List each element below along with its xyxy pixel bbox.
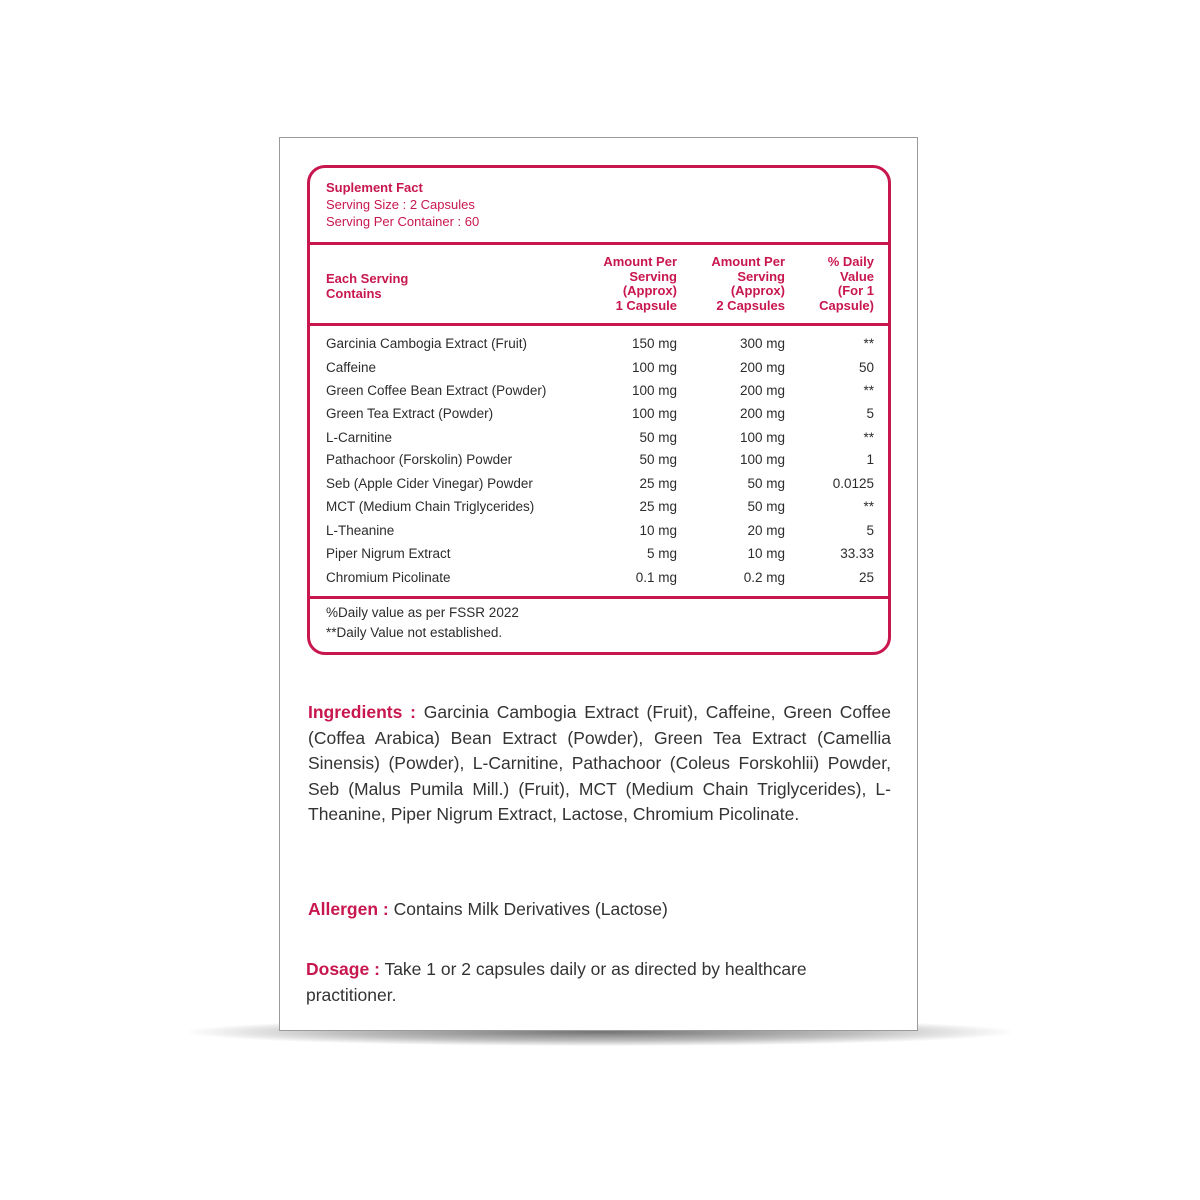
allergen-section	[308, 897, 891, 923]
allergen-label: Allergen :	[308, 899, 389, 919]
ingredients-text: Garcinia Cambogia Extract (Fruit), Caffeine, Green Coffee (Coffea Arabica) Bean Extract (Powder), Green Tea Extract (Camellia Sinensis) (Powder), L-Carnitine, Pathachoor (Coleus Forskohlii) Powder, Seb (Malus Pumila Mill.) (Fruit), MCT (Medium Chain Triglycerides), L-Theanine, Piper Nigrum Extract, Lactose, Chromium Picolinate.	[308, 702, 891, 824]
table-row: Caffeine 100 mg 200 mg 50	[326, 360, 874, 375]
column-header-daily-value: % Daily Value (For 1 Capsule)	[819, 254, 874, 313]
dosage-label: Dosage :	[306, 959, 380, 979]
dosage-section	[306, 957, 889, 1008]
supplement-facts-box	[307, 165, 891, 655]
ingredients-section	[308, 700, 891, 828]
table-row: Seb (Apple Cider Vinegar) Powder 25 mg 50 mg 0.0125	[326, 476, 874, 491]
facts-title: Suplement Fact	[326, 180, 423, 195]
table-row: L-Carnitine 50 mg 100 mg **	[326, 430, 874, 445]
facts-header	[310, 168, 888, 242]
nutrient-rows	[310, 326, 888, 596]
table-row: Pathachoor (Forskolin) Powder 50 mg 100 mg 1	[326, 452, 874, 467]
facts-footnotes	[310, 599, 888, 655]
serving-size: Serving Size : 2 Capsules	[326, 197, 475, 212]
ingredients-label: Ingredients :	[308, 702, 416, 722]
column-header-each-serving: Each Serving Contains	[326, 271, 409, 301]
column-header-amount-2-capsules: Amount Per Serving (Approx) 2 Capsules	[711, 254, 785, 313]
allergen-text: Contains Milk Derivatives (Lactose)	[393, 899, 668, 919]
column-header-amount-1-capsule: Amount Per Serving (Approx) 1 Capsule	[603, 254, 677, 313]
table-row: L-Theanine 10 mg 20 mg 5	[326, 523, 874, 538]
serving-per-container: Serving Per Container : 60	[326, 214, 480, 229]
footnote-not-established: **Daily Value not established.	[326, 625, 503, 640]
table-row: Green Coffee Bean Extract (Powder) 100 mg 200 mg **	[326, 383, 874, 398]
table-row: Green Tea Extract (Powder) 100 mg 200 mg 5	[326, 406, 874, 421]
table-row: MCT (Medium Chain Triglycerides) 25 mg 50 mg **	[326, 499, 874, 514]
footnote-daily-value: %Daily value as per FSSR 2022	[326, 605, 519, 620]
column-headers	[310, 245, 888, 323]
table-row: Chromium Picolinate 0.1 mg 0.2 mg 25	[326, 570, 874, 585]
table-row: Garcinia Cambogia Extract (Fruit) 150 mg 300 mg **	[326, 336, 874, 351]
dosage-text: Take 1 or 2 capsules daily or as directed by healthcare practitioner.	[306, 959, 807, 1005]
table-row: Piper Nigrum Extract 5 mg 10 mg 33.33	[326, 546, 874, 561]
product-label-panel	[279, 137, 918, 1031]
